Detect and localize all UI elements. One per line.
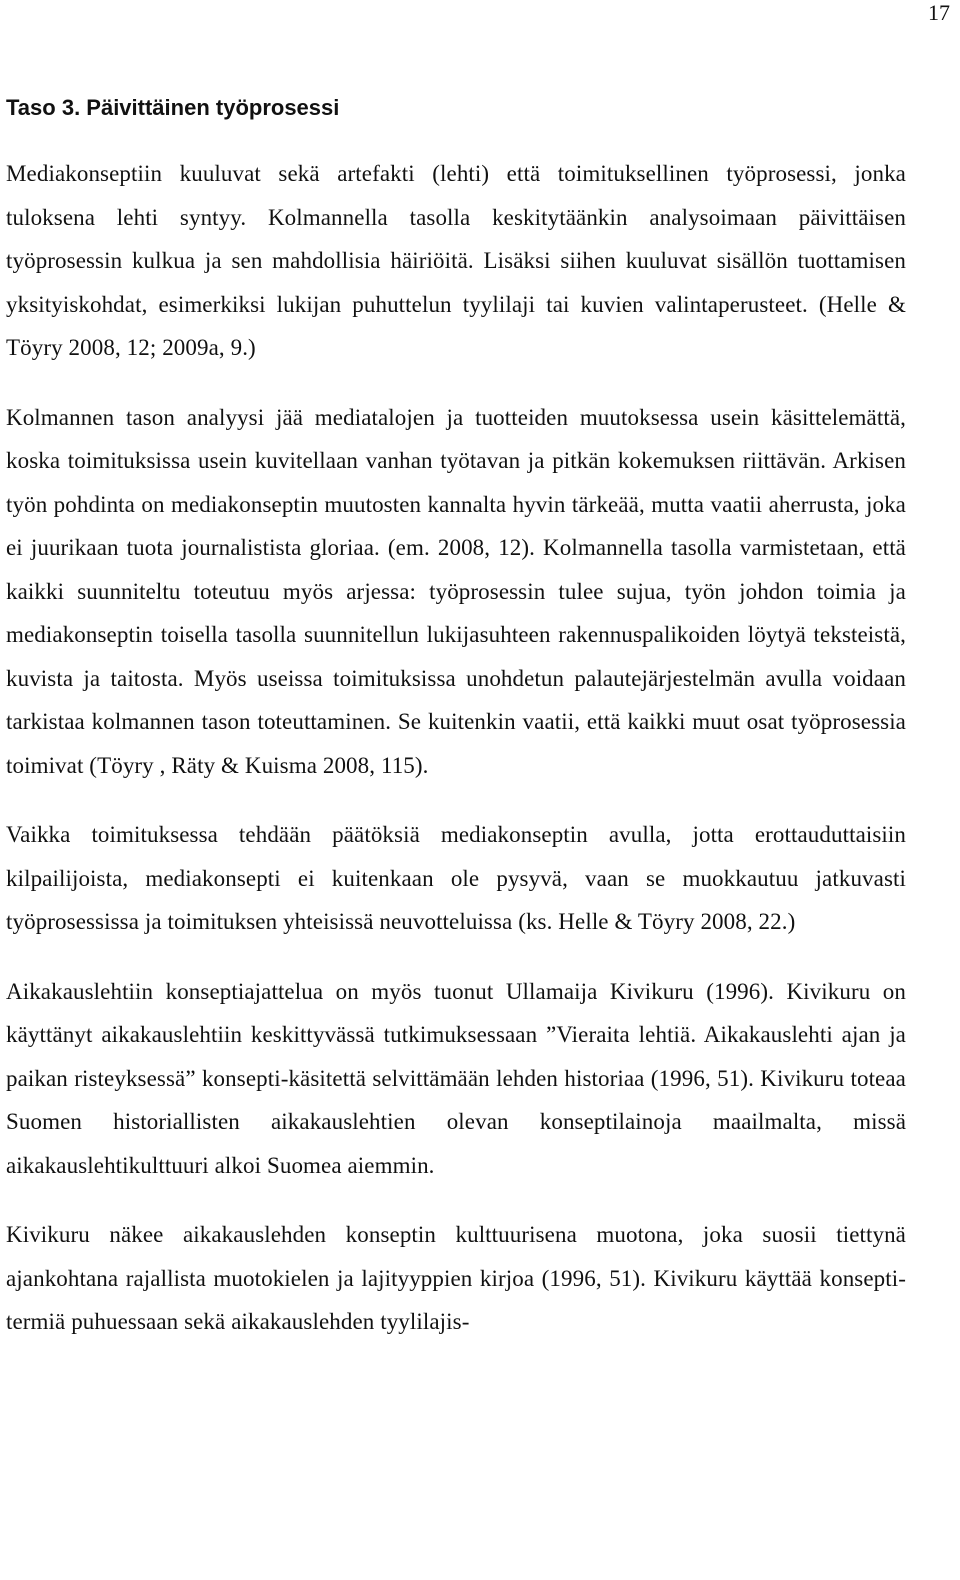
page-number: 17 xyxy=(928,0,950,25)
paragraph-3: Vaikka toimituksessa tehdään päätöksiä mediakonseptin avulla, jotta erottauduttaisiin kilpailijoista, mediakonsepti ei kuitenkaan ole pysyvä, vaan se muokkautuu jatkuvasti työprosessissa ja toimituksen yhteisissä neuvotteluissa (ks. Helle & Töyry 2008, 22.) xyxy=(6,822,906,934)
section-heading: Taso 3. Päivittäinen työprosessi xyxy=(6,95,340,120)
document-body xyxy=(6,94,906,1370)
paragraph-5: Kivikuru näkee aikakauslehden konseptin kulttuurisena muotona, joka suosii tiettynä ajankohtana rajallista muotokielen ja lajityyppien kirjoa (1996, 51). Kivikuru käyttää konsepti-termiä puhuessaan sekä aikakauslehden tyylilajis- xyxy=(6,1222,906,1334)
paragraph-2: Kolmannen tason analyysi jää mediatalojen ja tuotteiden muutoksessa usein käsittelemättä, koska toimituksissa usein kuvitellaan vanhan työtavan ja pitkän kokemuksen riittävän. Arkisen työn pohdinta on mediakonseptin muutosten kannalta hyvin tärkeää, mutta vaatii aherrusta, joka ei juurikaan tuota journalistista gloriaa. (em. 2008, 12). Kolmannella tasolla varmistetaan, että kaikki suunniteltu toteutuu myös arjessa: työprosessin tulee sujua, työn johdon toimia ja mediakonseptin toisella tasolla suunnitellun lukijasuhteen rakennuspalikoiden löytyä teksteistä, kuvista ja taitosta. Myös useissa toimituksissa unohdetun palautejärjestelmän avulla voidaan tarkistaa kolmannen tason toteuttaminen. Se kuitenkin vaatii, että kaikki muut osat työprosessia toimivat (Töyry , Räty & Kuisma 2008, 115). xyxy=(6,404,906,778)
paragraph-1: Mediakonseptiin kuuluvat sekä artefakti (lehti) että toimituksellinen työprosessi, jonka tuloksena lehti syntyy. Kolmannella tasolla keskitytäänkin analysoimaan päivittäisen työprosessin kulkua ja sen mahdollisia häiriöitä. Lisäksi siihen kuuluvat sisällön tuottamisen yksityiskohdat, esimerkiksi lukijan puhuttelun tyylilaji tai kuvien valintaperusteet. (Helle & Töyry 2008, 12; 2009a, 9.) xyxy=(6,161,906,360)
paragraph-4: Aikakauslehtiin konseptiajattelua on myös tuonut Ullamaija Kivikuru (1996). Kivikuru on käyttänyt aikakauslehtiin keskittyvässä tutkimuksessaan ”Vieraita lehtiä. Aikakauslehti ajan ja paikan risteyksessä” konsepti-käsitettä selvittämään lehden historiaa (1996, 51). Kivikuru toteaa Suomen historiallisten aikakauslehtien olevan konseptilainoja maailmalta, missä aikakauslehtikulttuuri alkoi Suomea aiemmin. xyxy=(6,978,906,1178)
